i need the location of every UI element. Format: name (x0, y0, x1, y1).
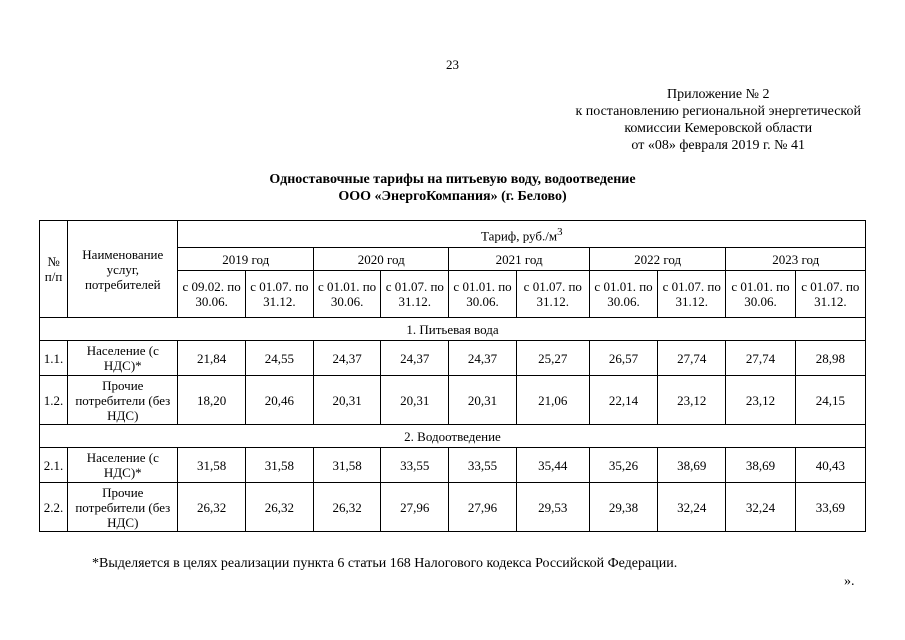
tariff-value: 38,69 (658, 448, 726, 483)
page-number: 23 (446, 57, 459, 72)
tariff-value: 32,24 (658, 483, 726, 532)
header-period: с 01.07. по 31.12. (795, 271, 865, 318)
tariff-value: 18,20 (178, 376, 245, 425)
tariff-value: 27,96 (381, 483, 449, 532)
tariff-value: 25,27 (516, 341, 589, 376)
table-row (40, 376, 866, 425)
tariff-value: 21,84 (178, 341, 245, 376)
closing-quote: ». (844, 574, 855, 589)
row-consumer: Прочие потребители (без НДС) (68, 376, 178, 425)
tariff-value: 26,32 (313, 483, 380, 532)
header-period: с 01.07. по 31.12. (245, 271, 313, 318)
tariff-value: 24,37 (313, 341, 380, 376)
tariff-value: 29,53 (516, 483, 589, 532)
tariff-value: 38,69 (726, 448, 795, 483)
tariff-value: 31,58 (178, 448, 245, 483)
tariff-value: 33,55 (381, 448, 449, 483)
header-period: с 01.01. по 30.06. (313, 271, 380, 318)
tariff-value: 35,44 (516, 448, 589, 483)
tariff-value: 33,69 (795, 483, 865, 532)
row-number: 1.1. (40, 341, 68, 376)
tariff-value: 35,26 (589, 448, 657, 483)
tariff-value: 23,12 (726, 376, 795, 425)
section-row (40, 425, 866, 448)
header-number: № п/п (40, 221, 68, 318)
tariff-value: 26,32 (245, 483, 313, 532)
header-period: с 01.01. по 30.06. (589, 271, 657, 318)
tariff-value: 33,55 (449, 448, 516, 483)
document-title (0, 171, 905, 205)
tariff-value: 26,57 (589, 341, 657, 376)
tariff-value: 21,06 (516, 376, 589, 425)
title-line-2: ООО «ЭнергоКомпания» (г. Белово) (338, 189, 567, 204)
row-consumer: Население (с НДС)* (68, 448, 178, 483)
tariff-value: 20,31 (449, 376, 516, 425)
appendix-block (575, 86, 861, 154)
header-year: 2020 год (313, 248, 448, 271)
row-number: 1.2. (40, 376, 68, 425)
tariff-value: 27,74 (658, 341, 726, 376)
tariff-value: 24,15 (795, 376, 865, 425)
appendix-line-1: Приложение № 2 (666, 87, 770, 102)
tariff-value: 29,38 (589, 483, 657, 532)
title-line-1: Одноставочные тарифы на питьевую воду, водоотведение (269, 172, 636, 187)
tariff-value: 20,31 (381, 376, 449, 425)
tariff-value: 24,55 (245, 341, 313, 376)
header-period: с 01.07. по 31.12. (381, 271, 449, 318)
header-tariff (178, 221, 866, 248)
tariff-value: 20,31 (313, 376, 380, 425)
tariff-value: 28,98 (795, 341, 865, 376)
header-tariff-text: Тариф, руб./м (480, 228, 558, 244)
appendix-line-4: от «08» февраля 2019 г. № 41 (631, 138, 806, 153)
tariff-value: 24,37 (381, 341, 449, 376)
header-year: 2021 год (449, 248, 590, 271)
header-year: 2019 год (178, 248, 313, 271)
header-period: с 09.02. по 30.06. (178, 271, 245, 318)
section-title: 1. Питьевая вода (40, 318, 866, 341)
header-period: с 01.07. по 31.12. (516, 271, 589, 318)
tariff-value: 40,43 (795, 448, 865, 483)
header-tariff-unit: 3 (557, 225, 563, 238)
tariff-value: 23,12 (658, 376, 726, 425)
tariff-value: 24,37 (449, 341, 516, 376)
tariff-value: 22,14 (589, 376, 657, 425)
section-row (40, 318, 866, 341)
header-period: с 01.07. по 31.12. (658, 271, 726, 318)
appendix-line-2: к постановлению региональной энергетической (575, 104, 861, 119)
tariff-value: 32,24 (726, 483, 795, 532)
row-consumer: Население (с НДС)* (68, 341, 178, 376)
tariff-value: 26,32 (178, 483, 245, 532)
table-row (40, 483, 866, 532)
header-period: с 01.01. по 30.06. (449, 271, 516, 318)
header-name: Наименование услуг, потребителей (68, 221, 178, 318)
table-row (40, 448, 866, 483)
tariff-value: 31,58 (313, 448, 380, 483)
tariff-value: 20,46 (245, 376, 313, 425)
tariff-table (39, 220, 866, 532)
header-year: 2023 год (726, 248, 866, 271)
tariff-value: 27,96 (449, 483, 516, 532)
row-consumer: Прочие потребители (без НДС) (68, 483, 178, 532)
row-number: 2.2. (40, 483, 68, 532)
table-row (40, 341, 866, 376)
section-title: 2. Водоотведение (40, 425, 866, 448)
header-period: с 01.01. по 30.06. (726, 271, 795, 318)
footnote: *Выделяется в целях реализации пункта 6 статьи 168 Налогового кодекса Российской Федерации. (92, 556, 678, 571)
tariff-value: 31,58 (245, 448, 313, 483)
appendix-line-3: комиссии Кемеровской области (624, 121, 813, 136)
row-number: 2.1. (40, 448, 68, 483)
header-year: 2022 год (589, 248, 725, 271)
tariff-value: 27,74 (726, 341, 795, 376)
